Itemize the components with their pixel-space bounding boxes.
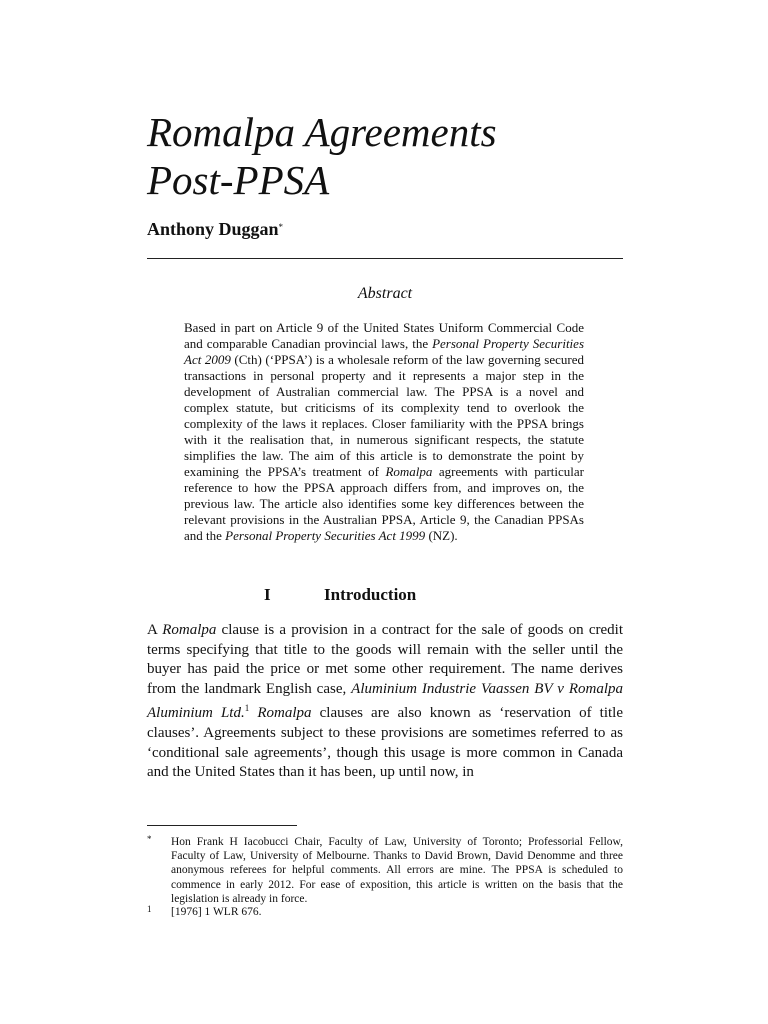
footnote-1 — [147, 905, 623, 919]
intro-paragraph — [147, 621, 623, 783]
abstract-text-4: (NZ). — [425, 528, 458, 543]
abstract-act-title-2: Personal Property Securities Act 1999 — [225, 528, 426, 543]
author-name: Anthony Duggan — [147, 219, 279, 239]
footnote-ref-1[interactable]: 1 — [244, 703, 250, 714]
section-number: I — [264, 585, 271, 604]
footnote-text: Hon Frank H Iacobucci Chair, Faculty of Law, University of Toronto; Professorial Fellow, Faculty of Law, University of Melbourne. Thanks to David Brown, David Denomme and three anonymous referees for helpful comments. All errors are mine. The PPSA is scheduled to commence in early 2012. For ease of exposition, this article is written on the basis that the legislation is already in force. — [171, 836, 623, 905]
intro-text-2: clause is a provision in a contract for the sale of goods on credit terms specifying that title to the goods will remain with the seller until the buyer has paid the price or met some other requirement. The name derives from the landmark English case, — [147, 622, 623, 697]
footnote-star — [147, 835, 623, 906]
author-footnote-mark: * — [278, 222, 284, 232]
title-divider — [147, 258, 623, 259]
footnote-mark: * — [147, 834, 152, 844]
article-title — [147, 108, 667, 204]
abstract-heading: Abstract — [357, 285, 413, 302]
title-line-1: Romalpa Agreements — [147, 109, 497, 155]
abstract-body — [184, 320, 584, 544]
intro-text-1: A — [147, 622, 163, 638]
abstract-act-title-1: Personal Property Securities Act 2009 — [184, 336, 584, 367]
intro-romalpa-2: Romalpa — [257, 705, 312, 722]
footnote-mark: 1 — [147, 904, 152, 914]
intro-case-name: Aluminium Industrie Vaassen BV v Romalpa Aluminium Ltd. — [147, 680, 624, 722]
abstract-text-3: agreements with particular reference to how the PPSA approach differs from, and improves on, the previous law. The article also identifies some key differences between the relevant provisions in the Australian PPSA, Article 9, the Canadian PPSAs and the — [184, 464, 584, 543]
abstract-romalpa: Romalpa — [385, 464, 433, 479]
footnote-text: [1976] 1 WLR 676. — [171, 906, 262, 918]
abstract-text-2: (Cth) (‘PPSA’) is a wholesale reform of the law governing secured transactions in personal property and it represents a major step in the development of Australian commercial law. The PPSA is a novel and complex statute, but criticisms of its complexity tend to overlook the complexity of the laws it replaces. Closer familiarity with the PPSA brings with it the realisation that, in numerous significant respects, the statute simplifies the law. The aim of this article is to demonstrate the point by examining the PPSA’s treatment of — [184, 352, 584, 479]
section-title: Introduction — [324, 585, 417, 604]
title-line-2: Post-PPSA — [147, 157, 330, 203]
intro-text-3: clauses are also known as ‘reservation of title clauses’. Agreements subject to these provisions are sometimes referred to as ‘conditional sale agreements’, though this usage is more common in Canada and the United States than it has been, up until now, in — [147, 705, 624, 781]
footnote-divider — [147, 825, 297, 826]
intro-romalpa-1: Romalpa — [162, 622, 217, 638]
abstract-text-1: Based in part on Article 9 of the United States Uniform Commercial Code and comparable Canadian provincial laws, the — [184, 320, 584, 351]
author-line — [147, 218, 283, 240]
